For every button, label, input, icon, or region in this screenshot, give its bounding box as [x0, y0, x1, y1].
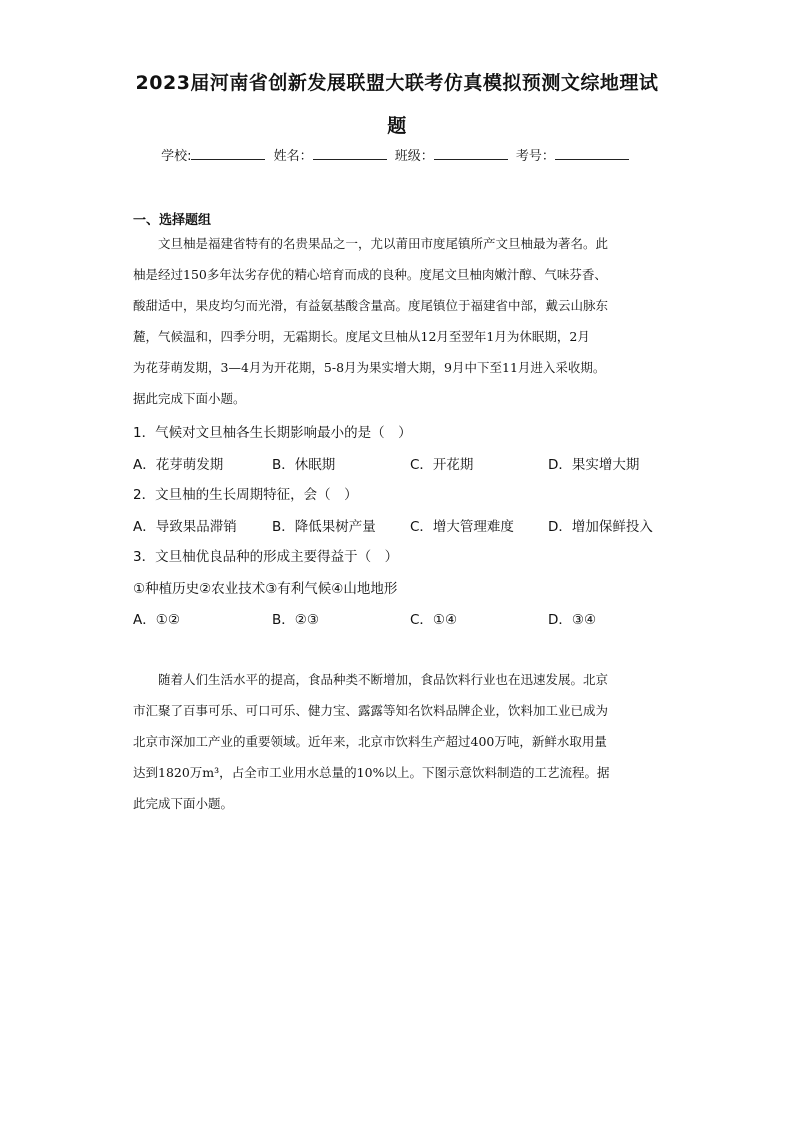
passage-beverage: [133, 664, 661, 819]
class-label: 班级：: [394, 149, 434, 164]
question-3-stem: 3．文旦柚优良品种的形成主要得益于（ ）: [133, 549, 399, 565]
exam-no-blank[interactable]: [555, 147, 629, 160]
passage-line: 达到1820万m³，占全市工业用水总量的10%以上。下图示意饮料制造的工艺流程。据: [133, 765, 610, 780]
exam-title-line-1: 2023届河南省创新发展联盟大联考仿真模拟预测文综地理试: [135, 72, 659, 94]
option-b[interactable]: B．休眠期: [272, 457, 336, 473]
option-d[interactable]: D．果实增大期: [548, 457, 640, 473]
school-blank[interactable]: [191, 147, 265, 160]
option-c[interactable]: C．增大管理难度: [410, 519, 514, 535]
name-label: 姓名：: [273, 149, 313, 164]
option-b[interactable]: B．降低果树产量: [272, 519, 376, 535]
school-label: 学校:: [161, 149, 192, 164]
question-1-stem: 1．气候对文旦柚各生长期影响最小的是（ ）: [133, 425, 412, 441]
passage-line: 随着人们生活水平的提高，食品种类不断增加，食品饮料行业也在迅速发展。北京: [133, 672, 609, 687]
passage-line: 为花芽萌发期，3—4月为开花期，5-8月为果实增大期，9月中下至11月进入采收期。: [133, 360, 606, 375]
passage-line: 麓，气候温和，四季分明，无霜期长。度尾文旦柚从12月至翌年1月为休眠期，2月: [133, 329, 590, 344]
option-b[interactable]: B．②③: [272, 612, 319, 628]
student-info-line: [0, 145, 794, 164]
exam-no-label: 考号：: [515, 149, 555, 164]
option-d[interactable]: D．③④: [548, 612, 597, 628]
option-d[interactable]: D．增加保鲜投入: [548, 519, 653, 535]
option-a[interactable]: A．①②: [133, 612, 180, 628]
passage-pomelo: [133, 228, 661, 414]
question-2-stem: 2．文旦柚的生长周期特征，会（ ）: [133, 487, 358, 503]
section-heading: 一、选择题组: [133, 213, 212, 228]
option-c[interactable]: C．开花期: [410, 457, 474, 473]
passage-line: 文旦柚是福建省特有的名贵果品之一，尤以莆田市度尾镇所产文旦柚最为著名。此: [133, 236, 609, 251]
passage-line: 据此完成下面小题。: [133, 391, 246, 406]
passage-line: 此完成下面小题。: [133, 796, 234, 811]
exam-title-line-2: 题: [387, 115, 407, 137]
passage-line: 市汇聚了百事可乐、可口可乐、健力宝、露露等知名饮料品牌企业，饮料加工业已成为: [133, 703, 609, 718]
passage-line: 北京市深加工产业的重要领域。近年来，北京市饮料生产超过400万吨，新鲜水取用量: [133, 734, 607, 749]
passage-line: 酸甜适中，果皮均匀而光滑，有益氨基酸含量高。度尾镇位于福建省中部，戴云山脉东: [133, 298, 609, 313]
option-c[interactable]: C．①④: [410, 612, 458, 628]
question-3-sub-statements: ①种植历史②农业技术③有利气候④山地地形: [133, 581, 398, 597]
passage-line: 柚是经过150多年汰劣存优的精心培育而成的良种。度尾文旦柚肉嫩汁醇、气味芬香、: [133, 267, 607, 282]
option-a[interactable]: A．花芽萌发期: [133, 457, 224, 473]
class-blank[interactable]: [434, 147, 508, 160]
option-a[interactable]: A．导致果品滞销: [133, 519, 237, 535]
name-blank[interactable]: [313, 147, 387, 160]
